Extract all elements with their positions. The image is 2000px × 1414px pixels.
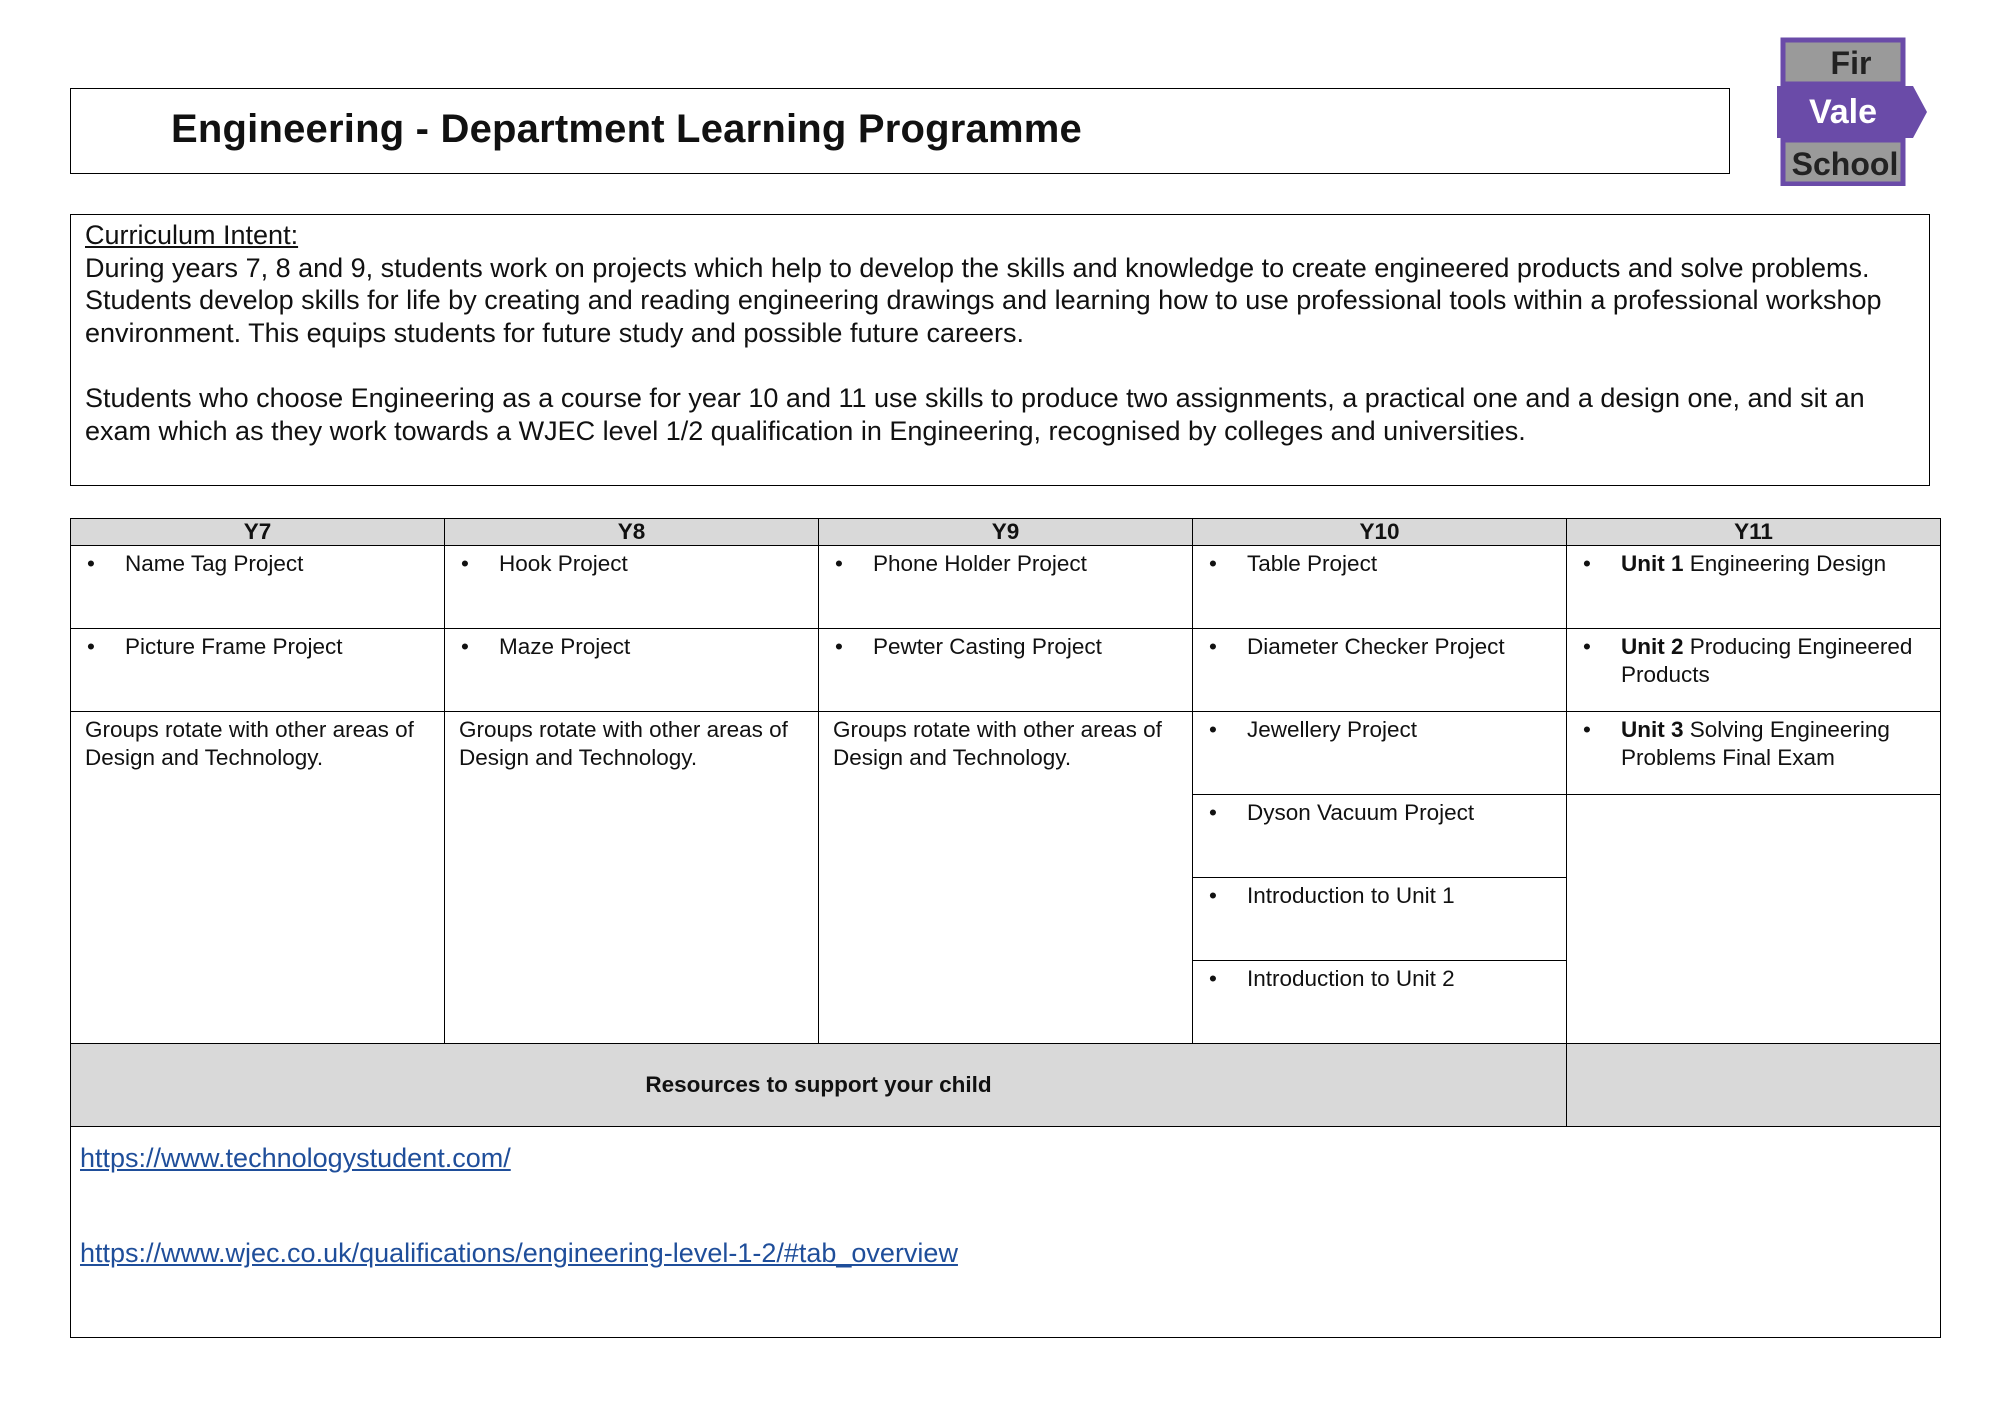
year-header: Y9 [819, 519, 1193, 546]
table-cell [819, 712, 1193, 1044]
table-cell [71, 712, 445, 1044]
table-cell [819, 546, 1193, 629]
table-cell [1193, 629, 1567, 712]
bullet-icon: • [1209, 551, 1217, 576]
intent-heading: Curriculum Intent: [85, 220, 299, 250]
project-item: Pewter Casting Project [873, 634, 1102, 659]
bullet-icon: • [1583, 551, 1591, 576]
bullet-icon: • [835, 551, 843, 576]
rotate-note: Groups rotate with other areas of Design and Technology. [85, 717, 414, 770]
project-item: Name Tag Project [125, 551, 304, 576]
year-header: Y10 [1193, 519, 1567, 546]
table-cell [1193, 795, 1567, 878]
unit-title: Producing Engineered Products [1621, 634, 1913, 687]
table-cell [1567, 546, 1941, 629]
bullet-icon: • [1209, 634, 1217, 659]
school-logo [1765, 36, 1927, 186]
bullet-icon: • [87, 551, 95, 576]
table-cell [71, 546, 445, 629]
resources-label: Resources to support your child [71, 1044, 1567, 1127]
resource-link-technologystudent[interactable]: https://www.technologystudent.com/ [80, 1143, 511, 1173]
project-item: Jewellery Project [1247, 717, 1418, 742]
table-cell [1193, 961, 1567, 1044]
bullet-icon: • [461, 634, 469, 659]
project-item: Picture Frame Project [125, 634, 343, 659]
resource-link-wjec[interactable]: https://www.wjec.co.uk/qualifications/engineering-level-1-2/#tab_overview [80, 1238, 958, 1268]
project-item: Hook Project [499, 551, 628, 576]
unit-number: Unit 3 [1621, 717, 1684, 742]
rotate-note: Groups rotate with other areas of Design and Technology. [459, 717, 788, 770]
table-cell [1193, 712, 1567, 795]
unit-title: Engineering Design [1683, 551, 1887, 576]
project-item: Dyson Vacuum Project [1247, 800, 1475, 825]
bullet-icon: • [461, 551, 469, 576]
table-cell [819, 629, 1193, 712]
table-cell [1567, 795, 1941, 1044]
table-cell [1193, 546, 1567, 629]
table-cell [71, 629, 445, 712]
table-cell [1567, 712, 1941, 795]
logo-text-vale: Vale [1808, 93, 1878, 131]
table-cell [445, 546, 819, 629]
table-row [71, 712, 1941, 795]
project-item: Diameter Checker Project [1247, 634, 1505, 659]
resources-header-row [71, 1044, 1941, 1127]
table-cell [445, 629, 819, 712]
bullet-icon: • [1209, 800, 1217, 825]
intent-paragraph-1: During years 7, 8 and 9, students work on projects which help to develop the skills and knowledge to create engineered products and solve problems. Students develop skills for life by creating and reading engineering drawings and learning how to use professional tools within a professional workshop environment. This equips students for future study and possible future careers. [85, 252, 1882, 348]
bullet-icon: • [1583, 634, 1591, 659]
year-header-row [71, 519, 1941, 546]
project-item: Introduction to Unit 1 [1247, 883, 1455, 908]
title-box [70, 88, 1730, 174]
project-item: Phone Holder Project [873, 551, 1087, 576]
unit-number: Unit 1 [1621, 551, 1684, 576]
bullet-icon: • [1583, 717, 1591, 742]
unit-title: Solving Engineering Problems Final Exam [1621, 717, 1890, 770]
bullet-icon: • [835, 634, 843, 659]
bullet-icon: • [1209, 966, 1217, 991]
table-cell [1567, 629, 1941, 712]
resources-empty-cell [1567, 1044, 1941, 1127]
bullet-icon: • [1209, 717, 1217, 742]
year-header: Y8 [445, 519, 819, 546]
page-title: Engineering - Department Learning Programme [171, 107, 1082, 151]
project-item: Table Project [1247, 551, 1378, 576]
intent-paragraph-2: Students who choose Engineering as a course for year 10 and 11 use skills to produce two assignments, a practical one and a design one, and sit an exam which as they work towards a WJEC level 1/2 qualification in Engineering, recognised by colleges and universities. [85, 383, 1865, 446]
curriculum-intent [70, 214, 1930, 486]
year-header: Y7 [71, 519, 445, 546]
logo-text-school: School [1791, 146, 1899, 182]
table-row [71, 546, 1941, 629]
year-header: Y11 [1567, 519, 1941, 546]
logo-text-fir: Fir [1830, 45, 1872, 81]
unit-number: Unit 2 [1621, 634, 1684, 659]
project-item: Introduction to Unit 2 [1247, 966, 1455, 991]
rotate-note: Groups rotate with other areas of Design and Technology. [833, 717, 1162, 770]
table-row [71, 629, 1941, 712]
table-cell [445, 712, 819, 1044]
bullet-icon: • [87, 634, 95, 659]
project-item: Maze Project [499, 634, 631, 659]
bullet-icon: • [1209, 883, 1217, 908]
learning-programme-table [70, 518, 1941, 1338]
table-cell [1193, 878, 1567, 961]
